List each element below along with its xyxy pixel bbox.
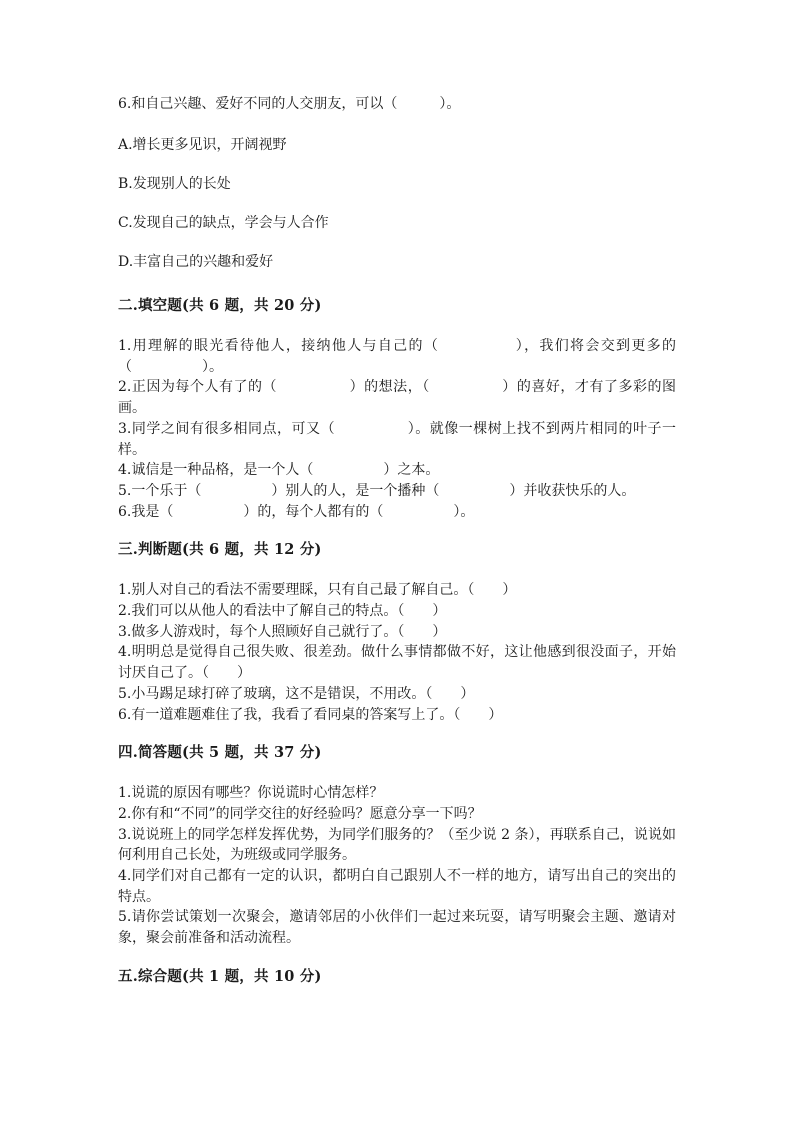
question-list [118, 336, 676, 522]
list-item: 5.请你尝试策划一次聚会，邀请邻居的小伙伴们一起过来玩耍，请写明聚会主题、邀请对象，聚会前准备和活动流程。 [118, 909, 676, 947]
section-title: 三.判断题(共 6 题，共 12 分) [118, 541, 322, 559]
option-a: A.增长更多见识，开阔视野 [118, 137, 287, 153]
option-c: C.发现自己的缺点，学会与人合作 [118, 215, 329, 231]
section-title: 四.简答题(共 5 题，共 37 分) [118, 744, 322, 762]
list-item: 2.正因为每个人有了的（ ）的想法，（ ）的喜好，才有了多彩的图画。 [118, 379, 676, 417]
section-true-false [118, 540, 676, 725]
section-title: 二.填空题(共 6 题，共 20 分) [118, 297, 322, 314]
section-short-answer [118, 743, 676, 949]
question-list [118, 783, 676, 949]
list-item: 2.你有和“不同”的同学交往的好经验吗？愿意分享一下吗？ [118, 805, 482, 822]
list-item: 3.说说班上的同学怎样发挥优势，为同学们服务的？（至少说 2 条），再联系自己，说说如何利用自己长处，为班级或同学服务。 [118, 826, 676, 864]
list-item: 6.有一道难题难住了我，我看了看同桌的答案写上了。（ ） [118, 706, 503, 723]
section-title: 五.综合题(共 1 题，共 10 分) [118, 967, 322, 985]
section-fill-in-blank [118, 296, 676, 522]
question-list [118, 580, 676, 725]
option-b: B.发现别人的长处 [118, 176, 231, 192]
list-item: 5.一个乐于（ ）别人的人，是一个播种（ ）并收获快乐的人。 [118, 482, 636, 499]
section-comprehensive [118, 967, 676, 987]
list-item: 4.同学们对自己都有一定的认识，都明白自己跟别人不一样的地方，请写出自己的突出的特点。 [118, 868, 676, 905]
list-item: 3.做多人游戏时，每个人照顾好自己就行了。（ ） [118, 623, 447, 640]
list-item: 5.小马踢足球打碎了玻璃，这不是错误，不用改。（ ） [118, 685, 475, 702]
list-item: 1.别人对自己的看法不需要理睬，只有自己最了解自己。（ ） [118, 582, 517, 599]
list-item: 1.用理解的眼光看待他人，接纳他人与自己的（ ），我们将会交到更多的（ ）。 [118, 338, 676, 375]
list-item: 1.说谎的原因有哪些？你说谎时心情怎样？ [118, 785, 384, 802]
list-item: 4.诚信是一种品格，是一个人（ ）之本。 [118, 462, 440, 479]
question-6 [118, 94, 676, 272]
question-stem: 6.和自己兴趣、爱好不同的人交朋友，可以（ ）。 [118, 96, 461, 112]
list-item: 4.明明总是觉得自己很失败、很差劲。做什么事情都做不好，这让他感到很没面子，开始讨厌自己了。（ ） [118, 644, 676, 682]
list-item: 6.我是（ ）的，每个人都有的（ ）。 [118, 503, 475, 520]
list-item: 3.同学之间有很多相同点，可又（ ）。就像一棵树上找不到两片相同的叶子一样。 [118, 420, 676, 458]
option-d: D.丰富自己的兴趣和爱好 [118, 254, 274, 270]
list-item: 2.我们可以从他人的看法中了解自己的特点。（ ） [118, 603, 447, 620]
